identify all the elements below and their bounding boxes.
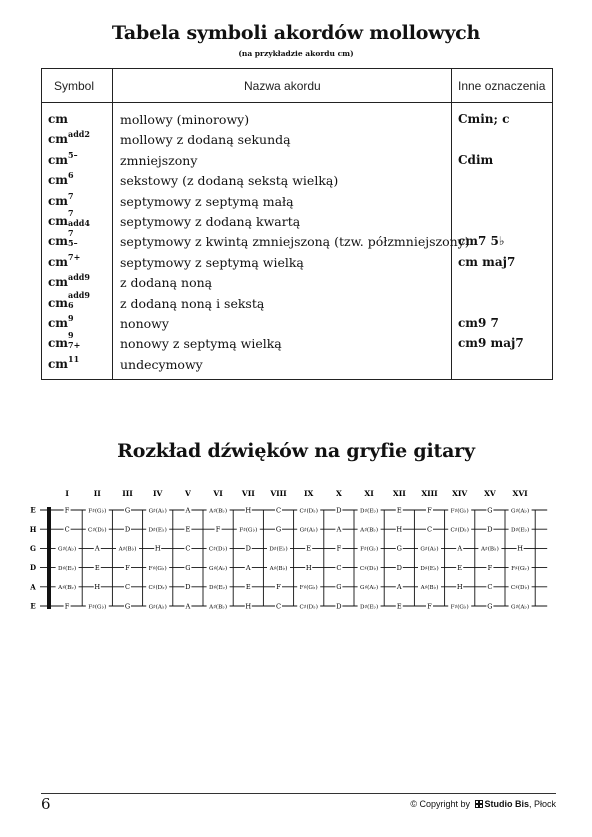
chord-symbol bbox=[48, 353, 80, 371]
fret-note: G bbox=[275, 525, 282, 534]
fret-note: D bbox=[336, 506, 342, 515]
fret-note: G bbox=[396, 544, 402, 553]
fret-note: C♯(D♭) bbox=[359, 565, 379, 572]
fret-note: F♯(G♭) bbox=[239, 527, 258, 534]
fret-note: F bbox=[125, 563, 130, 572]
fret-note: F bbox=[336, 544, 342, 553]
chord-name: septymowy z septymą wielką bbox=[120, 254, 304, 270]
fret-note: C♯(D♭) bbox=[208, 546, 228, 553]
fret-note: C bbox=[64, 525, 70, 534]
table-row bbox=[42, 289, 552, 313]
fret-note: G♯(A♭) bbox=[148, 604, 167, 611]
table-row bbox=[42, 208, 552, 231]
chord-symbol bbox=[48, 149, 78, 167]
chord-symbol bbox=[48, 289, 90, 310]
chord-symbol bbox=[48, 190, 74, 208]
fret-note: E bbox=[185, 525, 191, 534]
copyright-prefix: © Copyright by bbox=[410, 799, 470, 809]
chord-symbol-sup: 9 bbox=[68, 313, 74, 323]
chord-symbol-stack-bottom: 6 bbox=[68, 299, 74, 310]
header-symbol: Symbol bbox=[54, 79, 95, 93]
fret-label: X bbox=[335, 489, 342, 498]
chord-name: sekstowy (z dodaną sekstą wielką) bbox=[120, 173, 339, 189]
fret-note: H bbox=[456, 583, 463, 592]
chord-symbol-sup: 11 bbox=[68, 353, 80, 364]
fret-label: XVI bbox=[512, 489, 528, 498]
chord-symbol-sup: 7 bbox=[68, 190, 74, 201]
open-string-label: H bbox=[30, 524, 37, 534]
chord-table bbox=[41, 68, 553, 380]
chord-symbol-stack bbox=[68, 208, 90, 228]
chord-symbol-base: cm bbox=[48, 275, 69, 290]
fret-note: D bbox=[487, 525, 493, 534]
fret-label: II bbox=[93, 489, 101, 498]
open-string-label: E bbox=[30, 601, 36, 611]
chord-alt-notation: cm9 7 bbox=[458, 316, 499, 330]
fret-note: A bbox=[457, 544, 463, 553]
chord-symbol bbox=[48, 170, 74, 188]
open-string-label: A bbox=[30, 582, 36, 592]
fret-note: G♯(A♭) bbox=[299, 527, 318, 534]
chord-alt-notation: cm9 maj7 bbox=[458, 336, 524, 351]
fret-note: F♯(G♭) bbox=[360, 546, 379, 553]
fret-note: F♯(G♭) bbox=[511, 565, 530, 572]
table-row bbox=[42, 330, 552, 353]
fret-note: A♯(B♭) bbox=[420, 585, 439, 592]
fret-note: G bbox=[336, 583, 342, 592]
fret-note: F♯(G♭) bbox=[148, 565, 167, 572]
fret-note: F♯(G♭) bbox=[450, 604, 469, 611]
chord-symbol-base: cm bbox=[48, 234, 69, 249]
fret-label: VII bbox=[241, 489, 255, 498]
open-string-label: G bbox=[30, 544, 36, 553]
fret-note: C bbox=[275, 506, 282, 515]
open-string-label: D bbox=[30, 563, 37, 573]
table-row bbox=[42, 313, 552, 333]
fret-note: A♯(B♭) bbox=[58, 585, 77, 592]
chord-symbol-sup: add2 bbox=[68, 129, 90, 140]
chord-table-title: Tabela symboli akordów mollowych bbox=[111, 22, 481, 44]
publisher-city: , Płock bbox=[528, 799, 556, 809]
fret-note: A♯(B♭) bbox=[480, 546, 499, 553]
fret-note: A bbox=[396, 583, 402, 592]
fret-label: XII bbox=[392, 489, 406, 498]
chord-symbol bbox=[48, 129, 90, 147]
fret-note: G bbox=[185, 563, 191, 572]
table-row bbox=[42, 191, 552, 211]
fret-note: G♯(A♭) bbox=[148, 508, 167, 515]
fret-note: C♯(D♭) bbox=[299, 508, 318, 515]
table-row bbox=[42, 228, 552, 251]
fret-note: C bbox=[185, 544, 191, 553]
fret-note: C♯(D♭) bbox=[450, 527, 469, 534]
fret-note: F bbox=[487, 563, 493, 572]
fret-label: XI bbox=[364, 489, 374, 498]
fret-note: C bbox=[426, 525, 433, 534]
chord-symbol-sup: 5– bbox=[68, 149, 78, 160]
fret-note: F bbox=[64, 602, 70, 611]
chord-symbol bbox=[48, 208, 90, 228]
chord-symbol-stack-top: 7 bbox=[68, 228, 74, 239]
fret-note: C♯(D♭) bbox=[148, 585, 167, 592]
chord-symbol-stack-top: add9 bbox=[68, 289, 90, 300]
fret-note: C bbox=[275, 602, 282, 611]
fret-note: H bbox=[154, 544, 161, 553]
chord-table-subtitle: (na przykładzie akordu cm) bbox=[238, 49, 354, 58]
publisher-logo-icon bbox=[475, 800, 483, 808]
chord-name: nonowy z septymą wielką bbox=[120, 336, 282, 352]
chord-name: nonowy bbox=[120, 316, 169, 331]
chord-name: z dodaną noną bbox=[120, 275, 213, 291]
table-row bbox=[42, 354, 552, 374]
fret-note: H bbox=[94, 583, 101, 592]
fret-note: C♯(D♭) bbox=[299, 604, 318, 611]
fretboard-title: Rozkład dźwięków na gryfie gitary bbox=[117, 440, 475, 462]
fret-note: D♯(E♭) bbox=[269, 546, 288, 553]
fret-note: D♯(E♭) bbox=[208, 585, 228, 592]
fret-label: XV bbox=[484, 489, 496, 498]
fret-note: C bbox=[487, 583, 493, 592]
chord-symbol-sup: add9 bbox=[68, 272, 90, 283]
chord-symbol-stack-bottom: add4 bbox=[68, 218, 90, 228]
fret-note: E bbox=[396, 602, 402, 611]
fret-label: VIII bbox=[270, 489, 287, 498]
chord-symbol-stack bbox=[68, 289, 90, 310]
fret-note: H bbox=[245, 602, 252, 611]
chord-symbol-stack-bottom: 7+ bbox=[68, 340, 81, 351]
header-alt: Inne oznaczenia bbox=[458, 79, 546, 93]
fret-note: E bbox=[94, 563, 100, 572]
fret-label: V bbox=[184, 489, 191, 498]
page-number: 6 bbox=[41, 795, 51, 813]
chord-alt-notation: Cdim bbox=[458, 152, 494, 167]
chord-symbol-base: cm bbox=[48, 316, 69, 330]
fret-note: F bbox=[64, 506, 70, 515]
chord-alt-notation: cm maj7 bbox=[458, 254, 516, 269]
chord-name: undecymowy bbox=[120, 356, 203, 372]
chord-symbol bbox=[48, 251, 81, 269]
fret-note: A♯(B♭) bbox=[209, 604, 228, 611]
chord-symbol-base: cm bbox=[48, 132, 69, 147]
chord-symbol-base: cm bbox=[48, 173, 69, 188]
fret-note: G♯(A♭) bbox=[420, 546, 439, 553]
table-row bbox=[42, 150, 552, 170]
header-name: Nazwa akordu bbox=[244, 79, 321, 93]
chord-symbol-stack bbox=[68, 228, 81, 249]
fret-note: D♯(E♭) bbox=[57, 565, 77, 572]
footer-divider bbox=[41, 793, 556, 794]
chord-symbol bbox=[48, 228, 81, 249]
fret-label: III bbox=[122, 489, 133, 498]
table-row bbox=[42, 109, 552, 129]
table-row bbox=[42, 129, 552, 149]
fret-label: XIII bbox=[421, 489, 438, 498]
fret-note: G♯(A♭) bbox=[359, 585, 379, 592]
fret-note: F bbox=[427, 602, 432, 611]
fret-note: D bbox=[396, 563, 402, 572]
fret-note: A bbox=[245, 563, 251, 572]
fretboard-diagram bbox=[30, 480, 570, 620]
fret-note: D♯(E♭) bbox=[510, 527, 530, 534]
fret-note: A bbox=[185, 602, 191, 611]
fret-note: E bbox=[245, 583, 251, 592]
fret-note: C bbox=[336, 563, 342, 572]
chord-symbol-stack-bottom: 5– bbox=[68, 238, 78, 249]
fret-note: C♯(D♭) bbox=[88, 527, 107, 534]
table-row bbox=[42, 272, 552, 292]
fret-note: F bbox=[215, 525, 221, 534]
fret-note: D♯(E♭) bbox=[148, 527, 167, 534]
chord-symbol-stack-top: 9 bbox=[68, 330, 74, 341]
publisher-name: Studio Bis bbox=[484, 799, 529, 809]
table-row bbox=[42, 252, 552, 272]
fret-note: A bbox=[336, 525, 342, 534]
fret-note: G bbox=[124, 506, 131, 515]
chord-alt-notation: cm7 5♭ bbox=[458, 234, 505, 249]
fret-note: A♯(B♭) bbox=[209, 508, 228, 515]
fret-note: D bbox=[124, 525, 131, 534]
chord-name: septymowy z kwintą zmniejszoną (tzw. półzmniejszony) bbox=[120, 234, 470, 250]
chord-symbol bbox=[48, 112, 68, 126]
fret-label: I bbox=[65, 489, 69, 498]
fret-note: A♯(B♭) bbox=[118, 546, 137, 553]
fret-note: E bbox=[306, 544, 312, 553]
chord-symbol-base: cm bbox=[48, 336, 69, 351]
copyright-notice bbox=[410, 799, 556, 809]
fret-note: C♯(D♭) bbox=[510, 585, 530, 592]
fret-note: F bbox=[276, 583, 281, 592]
chord-name: septymowy z dodaną kwartą bbox=[120, 214, 301, 229]
chord-symbol-base: cm bbox=[48, 254, 69, 269]
fret-note: G♯(A♭) bbox=[208, 565, 228, 572]
fret-note: F bbox=[427, 506, 432, 515]
chord-symbol-base: cm bbox=[48, 112, 69, 126]
fretboard-nut bbox=[47, 507, 51, 609]
fret-note: F♯(G♭) bbox=[88, 508, 107, 515]
chord-symbol-base: cm bbox=[48, 193, 69, 208]
fret-note: A bbox=[94, 544, 100, 553]
fret-note: H bbox=[396, 525, 403, 534]
fret-label: IV bbox=[153, 489, 163, 498]
fret-note: G♯(A♭) bbox=[57, 546, 77, 553]
chord-symbol-sup: 6 bbox=[68, 170, 74, 181]
chord-symbol-sup: 7+ bbox=[68, 251, 81, 262]
fret-note: E bbox=[457, 563, 463, 572]
chord-name: z dodaną noną i sekstą bbox=[120, 295, 265, 311]
fret-label: IX bbox=[304, 489, 314, 498]
open-string-label: E bbox=[30, 505, 36, 515]
chord-symbol bbox=[48, 330, 81, 351]
chord-name: mollowy z dodaną sekundą bbox=[120, 132, 291, 148]
chord-name: mollowy (minorowy) bbox=[120, 112, 250, 127]
fret-note: D bbox=[245, 544, 251, 553]
fret-note: H bbox=[517, 544, 523, 553]
fret-note: G♯(A♭) bbox=[510, 604, 530, 611]
chord-name: zmniejszony bbox=[120, 152, 198, 168]
fret-note: D bbox=[185, 583, 191, 592]
fret-note: A♯(B♭) bbox=[360, 527, 379, 534]
table-row bbox=[42, 170, 552, 190]
fret-note: D♯(E♭) bbox=[420, 565, 439, 572]
chord-symbol-stack-top: 7 bbox=[68, 208, 74, 218]
chord-symbol-base: cm bbox=[48, 214, 69, 228]
chord-symbol-base: cm bbox=[48, 152, 69, 167]
fret-note: A bbox=[185, 506, 191, 515]
fret-note: A♯(B♭) bbox=[269, 565, 288, 572]
fret-note: F♯(G♭) bbox=[88, 604, 107, 611]
chord-symbol-base: cm bbox=[48, 356, 69, 371]
fret-note: D♯(E♭) bbox=[359, 604, 379, 611]
fret-note: E bbox=[396, 506, 402, 515]
fret-note: D bbox=[336, 602, 342, 611]
fret-note: F♯(G♭) bbox=[299, 585, 318, 592]
fret-note: H bbox=[305, 563, 312, 572]
fret-note: G♯(A♭) bbox=[510, 508, 530, 515]
chord-name: septymowy z septymą małą bbox=[120, 193, 294, 209]
fret-note: F♯(G♭) bbox=[450, 508, 469, 515]
fret-note: G bbox=[124, 602, 131, 611]
chord-symbol bbox=[48, 272, 90, 290]
fret-note: G bbox=[487, 506, 493, 515]
chord-symbol bbox=[48, 313, 74, 330]
chord-symbol-base: cm bbox=[48, 295, 69, 310]
fret-note: C bbox=[124, 583, 131, 592]
fret-note: H bbox=[245, 506, 252, 515]
fret-note: G bbox=[487, 602, 493, 611]
fret-note: D♯(E♭) bbox=[359, 508, 379, 515]
chord-symbol-stack bbox=[68, 330, 81, 351]
fret-label: VI bbox=[213, 489, 223, 498]
chord-alt-notation: Cmin; c bbox=[458, 112, 510, 126]
header-divider bbox=[42, 102, 552, 103]
fret-label: XIV bbox=[452, 489, 468, 498]
